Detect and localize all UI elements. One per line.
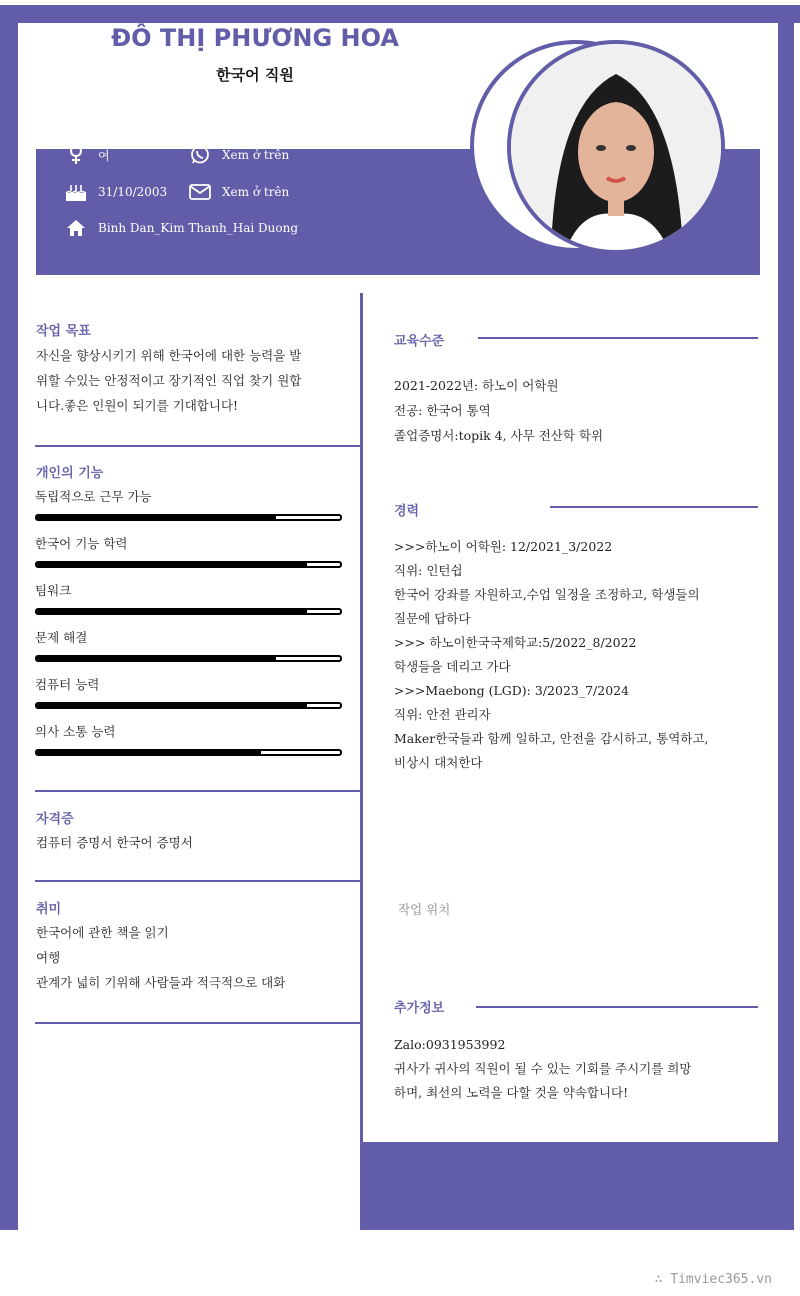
birthday-cake-icon xyxy=(64,182,88,202)
additional-line: 귀사가 귀사의 직원이 될 수 있는 기회를 주시기를 희망 xyxy=(394,1061,692,1076)
skill-label: 한국어 기능 학력 xyxy=(35,536,128,551)
skill-level-fill xyxy=(37,704,307,707)
job-title: 한국어 직원 xyxy=(216,66,294,84)
section-divider xyxy=(35,790,361,792)
education-line: 2021-2022년: 하노이 어학원 xyxy=(394,378,559,393)
experience-line: >>> 하노이한국국제학교:5/2022_8/2022 xyxy=(394,635,637,650)
contact-phone-text: Xem ở trên xyxy=(222,148,290,162)
skill-label: 의사 소통 능력 xyxy=(35,724,116,739)
experience-line: 직위: 인턴쉽 xyxy=(394,563,463,578)
skill-level-fill xyxy=(37,563,307,566)
experience-line: Maker한국들과 함께 일하고, 안전을 감시하고, 통역하고, xyxy=(394,731,709,746)
contact-email-text: Xem ở trên xyxy=(222,185,290,199)
skill-level-fill xyxy=(37,751,261,754)
contact-gender-text: 여 xyxy=(98,148,110,163)
experience-line: 직위: 안전 관리자 xyxy=(394,707,491,722)
skill-level-fill xyxy=(37,516,276,519)
frame-top-border xyxy=(0,5,800,23)
contact-address xyxy=(64,218,298,238)
hobby-item: 한국어에 관한 책을 읽기 xyxy=(36,925,169,940)
contact-birthday xyxy=(64,182,167,202)
skill-label: 팀워크 xyxy=(35,583,72,598)
contact-gender xyxy=(64,145,110,165)
frame-left-border xyxy=(0,5,18,1230)
contact-phone xyxy=(188,145,289,165)
additional-text xyxy=(394,1033,691,1105)
skill-level-fill xyxy=(37,610,307,613)
skill-level-fill xyxy=(37,657,276,660)
education-line: 졸업증명서:topik 4, 사무 전산학 학위 xyxy=(394,428,604,443)
education-line: 전공: 한국어 통역 xyxy=(394,403,491,418)
experience-text xyxy=(394,535,709,775)
section-divider xyxy=(35,1022,361,1024)
certificates-text: 컴퓨터 증명서 한국어 증명서 xyxy=(36,835,193,850)
skill-label: 문제 해결 xyxy=(35,630,88,645)
frame-right-border xyxy=(778,5,794,1230)
work-location-placeholder: 작업 위치 xyxy=(398,902,451,917)
female-icon xyxy=(64,145,88,165)
objective-text xyxy=(36,343,346,418)
frame-bottom-block xyxy=(362,1142,794,1230)
additional-title: 추가정보 xyxy=(394,1001,445,1016)
objective-line: 위할 수있는 안정적이고 장기적인 직업 찾기 원합 xyxy=(36,373,302,388)
education-title: 교육수준 xyxy=(394,334,445,349)
objective-line: 니다.좋은 인원이 되기를 기대합니다! xyxy=(36,398,239,413)
objective-line: 자신을 향상시키기 위해 한국어에 대한 능력을 발 xyxy=(36,348,302,363)
experience-line: 한국어 강좌를 자원하고,수업 일정을 조정하고, 학생들의 xyxy=(394,587,700,602)
skill-level-bar xyxy=(35,608,342,615)
contact-address-text: Binh Dan_Kim Thanh_Hai Duong xyxy=(98,221,299,235)
skill-label: 컴퓨터 능력 xyxy=(35,677,100,692)
whatsapp-icon xyxy=(188,145,212,165)
experience-line: >>>하노이 어학원: 12/2021_3/2022 xyxy=(394,539,613,554)
experience-line: 비상시 대처한다 xyxy=(394,755,483,770)
hobbies-text xyxy=(36,920,285,995)
hobbies-title: 취미 xyxy=(36,902,62,917)
contact-email xyxy=(188,182,289,202)
profile-photo xyxy=(507,40,725,254)
skill-level-bar xyxy=(35,702,342,709)
experience-title: 경력 xyxy=(394,504,420,519)
experience-line: 학생들을 데리고 가다 xyxy=(394,659,511,674)
skill-level-bar xyxy=(35,514,342,521)
skill-level-bar xyxy=(35,655,342,662)
skills-title: 개인의 기능 xyxy=(36,466,104,481)
skill-level-bar xyxy=(35,561,342,568)
column-divider xyxy=(360,293,363,1230)
objective-title: 작업 목표 xyxy=(36,324,91,339)
education-text xyxy=(394,373,603,448)
contact-birthday-text: 31/10/2003 xyxy=(98,185,168,199)
skill-label: 독립적으로 근무 가능 xyxy=(35,489,152,504)
experience-line: 질문에 답하다 xyxy=(394,611,471,626)
additional-line: 하며, 최선의 노력을 다할 것을 약속합니다! xyxy=(394,1085,629,1100)
education-title-rule xyxy=(478,337,758,339)
hobby-item: 관계가 넓히 기위해 사람들과 적극적으로 대화 xyxy=(36,975,286,990)
hobby-item: 여행 xyxy=(36,950,61,965)
candidate-name: ĐỖ THỊ PHƯƠNG HOA xyxy=(111,24,399,52)
section-divider xyxy=(35,445,361,447)
section-divider xyxy=(35,880,361,882)
additional-line: Zalo:0931953992 xyxy=(394,1037,506,1052)
experience-line: >>>Maebong (LGD): 3/2023_7/2024 xyxy=(394,683,630,698)
additional-title-rule xyxy=(476,1006,758,1008)
watermark-footer: ∴ Timviec365.vn xyxy=(654,1272,772,1287)
home-icon xyxy=(64,218,88,238)
envelope-icon xyxy=(188,182,212,202)
skill-level-bar xyxy=(35,749,342,756)
certificates-title: 자격증 xyxy=(36,812,74,827)
experience-title-rule xyxy=(550,506,758,508)
